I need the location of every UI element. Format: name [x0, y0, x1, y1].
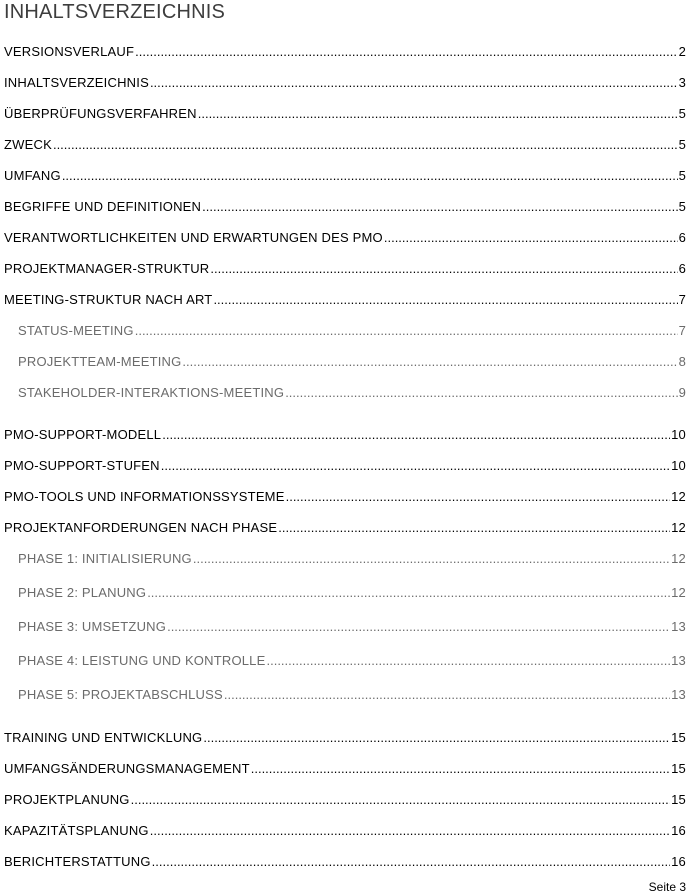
toc-entry-label: ÜBERPRÜFUNGSVERFAHREN [4, 106, 197, 121]
toc-entry-label: KAPAZITÄTSPLANUNG [4, 823, 149, 838]
toc-page-number: 13 [671, 619, 686, 634]
toc-subentry[interactable] [18, 649, 686, 669]
toc-dot-leader [286, 489, 671, 505]
toc-page-number: 12 [671, 585, 686, 600]
toc-dot-leader [384, 230, 678, 246]
toc-entry-label: INHALTSVERZEICHNIS [4, 75, 149, 90]
toc-entry-label: PMO-SUPPORT-STUFEN [4, 458, 160, 473]
toc-page-number: 13 [671, 653, 686, 668]
toc-entry[interactable] [4, 850, 686, 870]
toc-page-number: 15 [671, 792, 686, 807]
toc-entry[interactable] [4, 819, 686, 839]
toc-page-number: 5 [678, 168, 686, 183]
toc-dot-leader [161, 458, 670, 474]
toc-entry-label: BEGRIFFE UND DEFINITIONEN [4, 199, 202, 214]
toc-entry-label: PROJEKTANFORDERUNGEN NACH PHASE [4, 520, 278, 535]
toc-entry-label: PROJEKTMANAGER-STRUKTUR [4, 261, 210, 276]
toc-dot-leader [202, 199, 677, 215]
toc-subentry[interactable] [18, 683, 686, 703]
toc-dot-leader [285, 385, 677, 401]
toc-page-number: 8 [678, 354, 686, 369]
toc-dot-leader [53, 137, 678, 153]
toc-entry-label: UMFANG [4, 168, 61, 183]
toc-entry[interactable] [4, 516, 686, 536]
toc-entry[interactable] [4, 102, 686, 122]
toc-page-number: 5 [678, 199, 686, 214]
toc-dot-leader [193, 551, 670, 567]
toc-entry[interactable] [4, 195, 686, 215]
toc-subentry[interactable] [18, 319, 686, 339]
toc-entry[interactable] [4, 226, 686, 246]
toc-page-number: 3 [678, 75, 686, 90]
toc-dot-leader [135, 323, 678, 339]
toc-subentry[interactable] [18, 615, 686, 635]
toc-subentry[interactable] [18, 381, 686, 401]
toc-page-number: 12 [671, 520, 686, 535]
toc-page-number: 7 [678, 323, 686, 338]
toc-entry-label: TRAINING UND ENTWICKLUNG [4, 730, 203, 745]
toc-entry[interactable] [4, 726, 686, 746]
toc-page-number: 5 [678, 106, 686, 121]
toc-dot-leader [167, 619, 670, 635]
toc-dot-leader [266, 653, 670, 669]
toc-entry-label: STATUS-MEETING [18, 323, 134, 338]
toc-entry-label: PHASE 1: INITIALISIERUNG [18, 551, 192, 566]
toc-entry-label: MEETING-STRUKTUR NACH ART [4, 292, 213, 307]
toc-entry[interactable] [4, 164, 686, 184]
toc-dot-leader [147, 585, 670, 601]
toc-page-number: 16 [671, 854, 686, 869]
toc-entry-label: PROJEKTTEAM-MEETING [18, 354, 182, 369]
toc-dot-leader [213, 292, 677, 308]
toc-entry-label: VERSIONSVERLAUF [4, 44, 135, 59]
toc-dot-leader [198, 106, 678, 122]
toc-page-number: 12 [671, 551, 686, 566]
toc-entry-label: PROJEKTPLANUNG [4, 792, 130, 807]
toc-entry[interactable] [4, 40, 686, 60]
toc-page-number: 13 [671, 687, 686, 702]
toc-dot-leader [251, 761, 670, 777]
toc-entry-label: PHASE 2: PLANUNG [18, 585, 147, 600]
toc-page-number: 16 [671, 823, 686, 838]
toc-page-number: 6 [678, 261, 686, 276]
toc-entry[interactable] [4, 485, 686, 505]
toc-entry-label: ZWECK [4, 137, 52, 152]
toc-entry-label: PHASE 5: PROJEKTABSCHLUSS [18, 687, 223, 702]
toc-dot-leader [162, 427, 670, 443]
page-footer-number: Seite 3 [648, 880, 686, 894]
toc-page-number: 10 [671, 427, 686, 442]
toc-page-number: 7 [678, 292, 686, 307]
toc-page-number: 2 [678, 44, 686, 59]
toc-entry-label: BERICHTERSTATTUNG [4, 854, 151, 869]
toc-dot-leader [62, 168, 678, 184]
toc-subentry[interactable] [18, 350, 686, 370]
toc-dot-leader [152, 854, 670, 870]
toc-dot-leader [150, 823, 670, 839]
toc-dot-leader [131, 792, 671, 808]
toc-entry-label: PMO-TOOLS UND INFORMATIONSSYSTEME [4, 489, 285, 504]
toc-entry[interactable] [4, 454, 686, 474]
toc-entry-label: PHASE 3: UMSETZUNG [18, 619, 167, 634]
toc-entry[interactable] [4, 257, 686, 277]
toc-dot-leader [135, 44, 677, 60]
toc-entry-label: PMO-SUPPORT-MODELL [4, 427, 162, 442]
toc-dot-leader [224, 687, 670, 703]
toc-dot-leader [182, 354, 677, 370]
toc-dot-leader [203, 730, 670, 746]
toc-entry-label: UMFANGSÄNDERUNGSMANAGEMENT [4, 761, 250, 776]
toc-entry[interactable] [4, 71, 686, 91]
toc-page-number: 6 [678, 230, 686, 245]
toc-entry[interactable] [4, 757, 686, 777]
toc-entry-label: VERANTWORTLICHKEITEN UND ERWARTUNGEN DES PMO [4, 230, 383, 245]
toc-page-number: 10 [671, 458, 686, 473]
toc-page-number: 12 [671, 489, 686, 504]
toc-dot-leader [150, 75, 678, 91]
toc-dot-leader [210, 261, 677, 277]
toc-page-number: 5 [678, 137, 686, 152]
toc-dot-leader [278, 520, 670, 536]
toc-subentry[interactable] [18, 547, 686, 567]
toc-entry[interactable] [4, 423, 686, 443]
toc-page-number: 15 [671, 761, 686, 776]
page-title: INHALTSVERZEICHNIS [4, 1, 226, 23]
toc-subentry[interactable] [18, 581, 686, 601]
toc-entry-label: STAKEHOLDER-INTERAKTIONS-MEETING [18, 385, 285, 400]
toc-entry-label: PHASE 4: LEISTUNG UND KONTROLLE [18, 653, 266, 668]
toc-entry[interactable] [4, 288, 686, 308]
toc-entry[interactable] [4, 133, 686, 153]
toc-page-number: 9 [678, 385, 686, 400]
toc-page-number: 15 [671, 730, 686, 745]
toc-entry[interactable] [4, 788, 686, 808]
